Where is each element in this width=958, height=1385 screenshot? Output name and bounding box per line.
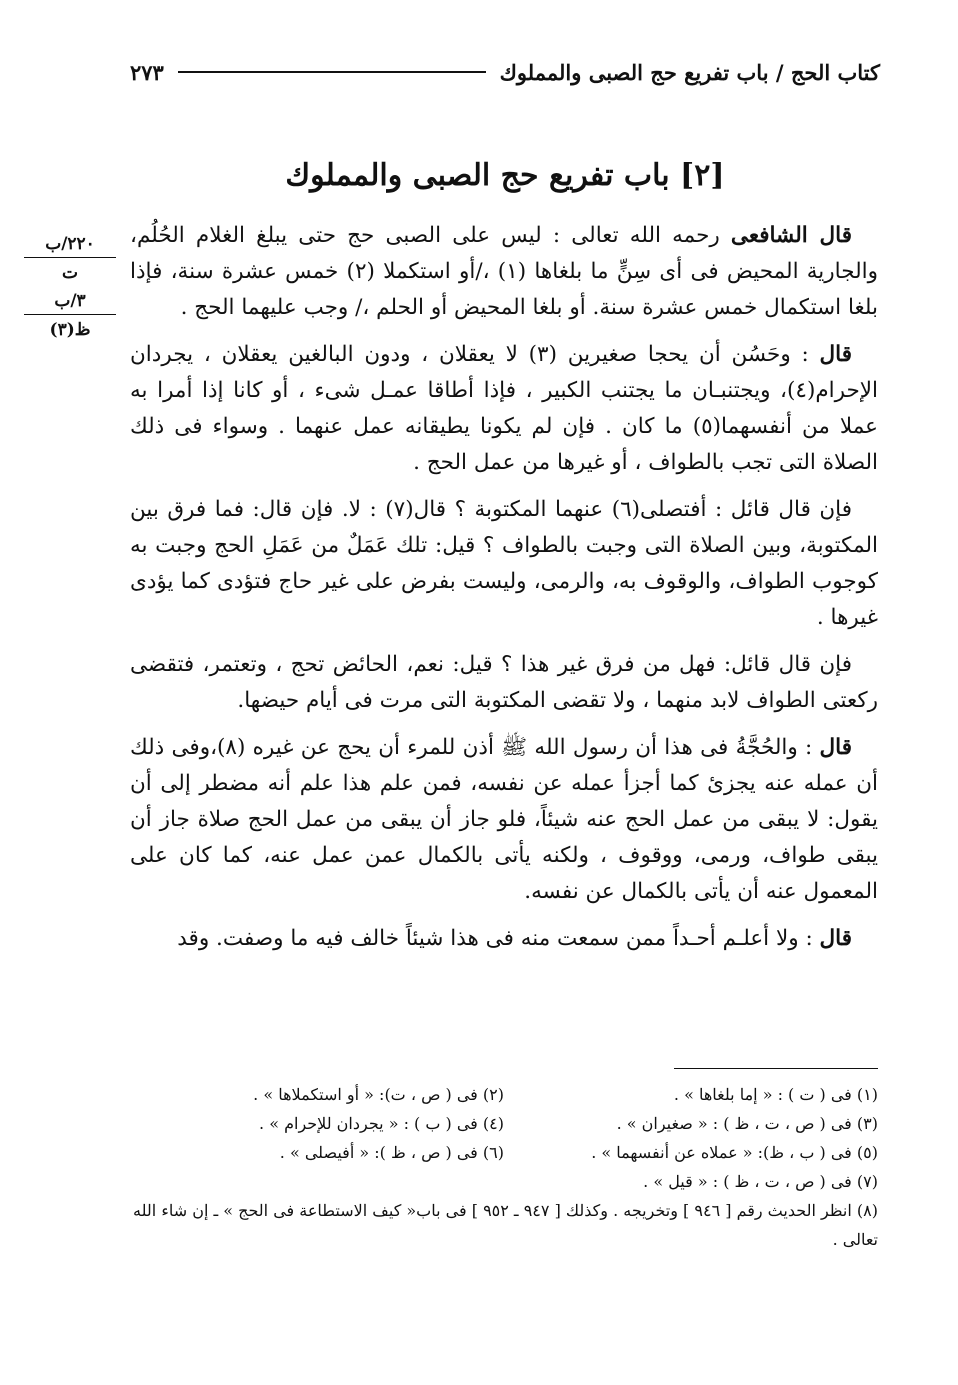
paragraph-text: فإن قال قائل : أفتصلى(٦) عنهما المكتوبة ؟ قال(٧) : لا. فإن قال: فما فرق بين المكتوبة، وبين الصلاة التى وجبت بالطواف ؟ قيل: تلك عَمَلٌ من عَمَلِ الحج وجبت به كوجوب الطواف، والوقوف به، والرمى، وليست بفرض على غير حاج فتؤدى كما يؤدى غيرها .: [130, 497, 878, 630]
header-rule: [178, 71, 486, 73]
paragraph: [130, 647, 878, 719]
paragraph-lead: قال الشافعى: [730, 223, 853, 248]
footnote: (١) فى ( ت ) : « إما بلغاها » .: [673, 1085, 878, 1104]
footnote-row: [130, 1109, 878, 1138]
footnotes: [130, 1080, 878, 1254]
footnote: (٢) فى ( ص ، ت): « أو استكملاها » .: [253, 1085, 504, 1104]
paragraph-text: فإن قال قائل: فهل من فرق غير هذا ؟ قيل: نعم، الحائض تحج ، وتعتمر، فتقضى ركعتى الطواف لابد منهما ، ولا تقضى المكتوبة التى مرت فى أيام حيضها.: [130, 652, 878, 713]
chapter-title: [٢] باب تفريع حج الصبى والمملوك: [285, 158, 725, 193]
paragraph: [130, 218, 878, 326]
paragraph-lead: قال: [819, 735, 852, 760]
paragraph-lead: قال: [819, 342, 852, 367]
paragraph-lead: قال: [819, 926, 852, 951]
running-title: كتاب الحج / باب تفريع حج الصبى والمملوك: [499, 59, 880, 85]
footnote: (٣) فى ( ص ، ت ، ظ ) : « صغيران » .: [616, 1114, 878, 1133]
paragraph: [130, 337, 878, 481]
footnote: (٦) فى ( ص ، ظ ): « أفيصلى » .: [279, 1143, 504, 1162]
paragraph-text: : وحَسُن أن يحجا صغيرين (٣) لا يعقلان ، ودون البالغين يعقلان ، يجردان الإحرام(٤)، ويجتنبـان ما يجتنب الكبير ، فإذا أطاقا عمـل شىء ، أو كانا إذا أمرا به عملا من أنفسهما(٥) ما كان . فإن لم يكونا يطيقانه عمل عنهما . وسواء فى ذلك الصلاة التى تجب بالطواف ، أو غيرها من عمل الحج .: [130, 342, 879, 475]
margin-ref: ٣/ب: [24, 289, 116, 315]
footnote: (٧) فى ( ص ، ت ، ظ ) : « قيل » .: [643, 1172, 878, 1191]
paragraph-text: رحمه الله تعالى : ليس على الصبى حج حتى يبلغ الغلام الحُلُم، والجارية المحيض فى أى سِنٍّ ما بلغاها (١) ،/أو استكملا (٢) خمس عشرة سنة، فإذا بلغا استكمال خمس عشرة سنة. أو بلغا المحيض أو الحلم ،/ وجب عليهما الحج .: [130, 223, 879, 320]
main-text: [130, 218, 878, 968]
running-header: [130, 52, 880, 92]
footnote: (٨) انظر الحديث رقم [ ٩٤٦ ] وتخريجه . وكذلك [ ٩٤٧ ـ ٩٥٢ ] فى باب« كيف الاستطاعة فى الحج » ـ إن شاء الله تعالى .: [133, 1201, 878, 1249]
footnote-row: [130, 1138, 878, 1167]
margin-ref: ٢٢٠/ب: [24, 232, 116, 258]
margin-ref: ظ(٣): [49, 320, 91, 340]
paragraph: [130, 492, 878, 636]
paragraph: [130, 921, 878, 957]
footnote-row: [130, 1167, 878, 1196]
footnote-separator: [674, 1068, 878, 1069]
page-number: ٢٧٣: [130, 59, 164, 85]
margin-references: [24, 232, 116, 346]
paragraph: [130, 730, 878, 910]
footnote-row: [130, 1080, 878, 1109]
paragraph-text: : والحُجَّةُ فى هذا أن رسول الله ﷺ أذن للمرء أن يحج عن غيره (٨)،وفى ذلك أن عمله عنه يجزئ كما أجزأ عمله عن نفسه، فمن علم هذا علم أنه مضطر إلى أن يقول: لا يبقى من عمل الحج عنه شيئاً، فلو جاز أن يبقى من عمل الحج صلاة جاز أن يبقى طواف، ورمى، ووقوف ، ولكنه يأتى بالكمال عمن عمل عنه، كما كان على المعمول عنه أن يأتى بالكمال عن نفسه.: [130, 735, 878, 904]
footnote: (٤) فى ( ب ) : « يجردان للإحرام » .: [259, 1114, 504, 1133]
margin-ref: ت: [61, 263, 78, 283]
footnote: (٥) فى ( ب ، ظ): « عملاه عن أنفسهما » .: [591, 1143, 878, 1162]
paragraph-text: : ولا أعلـم أحـداً ممن سمعت منه فى هذا شيئاً خالف فيه ما وصفت. وقد: [177, 926, 820, 951]
